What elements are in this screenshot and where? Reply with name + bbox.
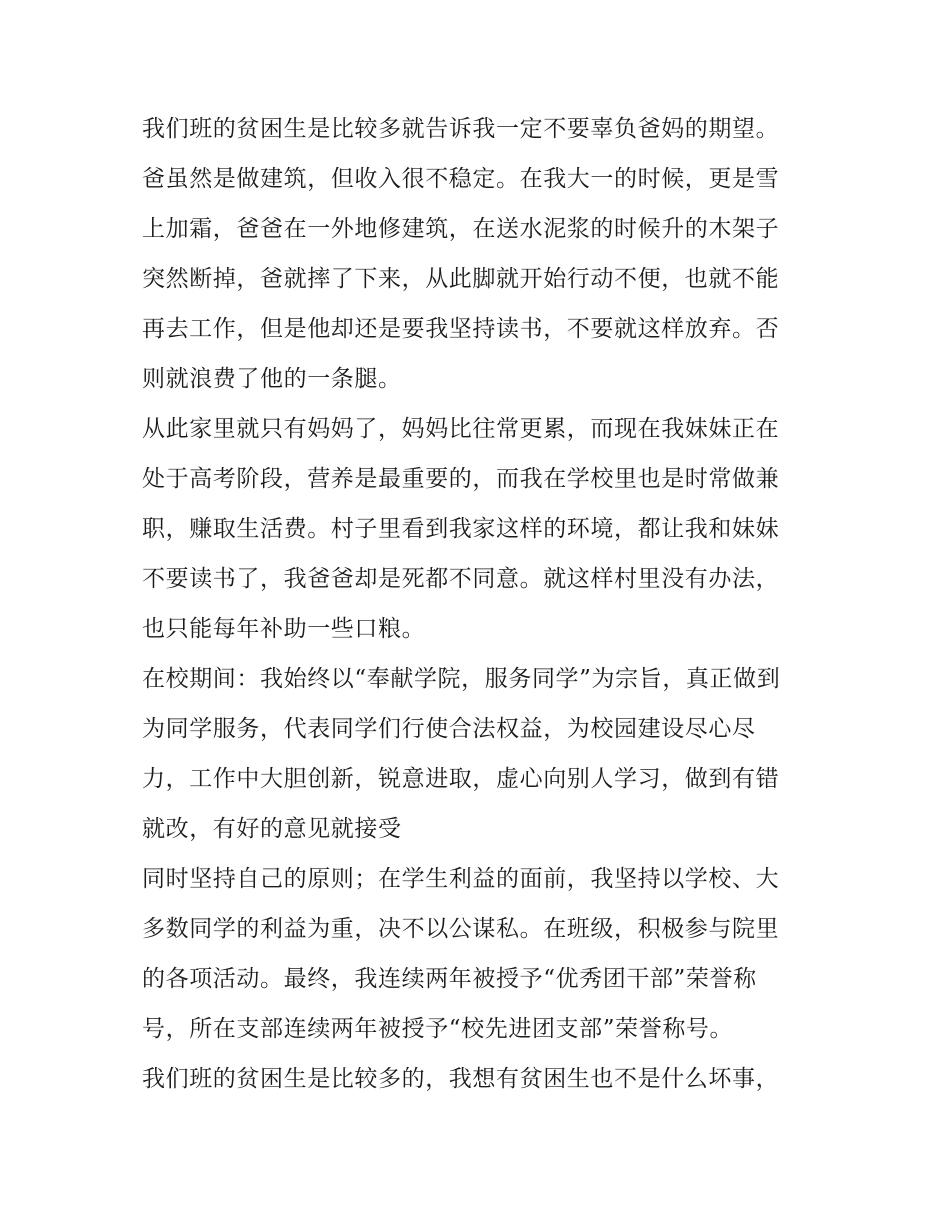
text-line: 突然断掉，爸就摔了下来，从此脚就开始行动不便，也就不能 (142, 266, 780, 292)
text-line: 爸虽然是做建筑，但收入很不稳定。在我大一的时候，更是雪 (142, 166, 780, 192)
text-line: 从此家里就只有妈妈了，妈妈比往常更累，而现在我妹妹正在 (142, 416, 780, 442)
text-line: 处于高考阶段，营养是最重要的，而我在学校里也是时常做兼 (142, 466, 780, 492)
text-line: 号，所在支部连续两年被授予“校先进团支部”荣誉称号。 (142, 1016, 734, 1042)
text-line: 我们班的贫困生是比较多的，我想有贫困生也不是什么坏事， (142, 1066, 780, 1092)
text-line: 再去工作，但是他却还是要我坚持读书，不要就这样放弃。否 (142, 316, 780, 342)
text-line: 不要读书了，我爸爸却是死都不同意。就这样村里没有办法， (142, 566, 780, 592)
text-line: 的各项活动。最终，我连续两年被授予“优秀团干部”荣誉称 (142, 966, 757, 992)
text-line: 多数同学的利益为重，决不以公谋私。在班级，积极参与院里 (142, 916, 780, 942)
text-line: 职，赚取生活费。村子里看到我家这样的环境，都让我和妹妹 (142, 516, 780, 542)
text-line: 上加霜，爸爸在一外地修建筑，在送水泥浆的时候升的木架子 (142, 216, 780, 242)
text-line: 也只能每年补助一些口粮。 (142, 616, 426, 642)
text-line: 在校期间：我始终以“奉献学院，服务同学”为宗旨，真正做到 (142, 666, 781, 692)
text-line: 我们班的贫困生是比较多就告诉我一定不要辜负爸妈的期望。 (142, 116, 780, 142)
text-line: 就改，有好的意见就接受 (142, 816, 402, 842)
text-line: 力，工作中大胆创新，锐意进取，虚心向别人学习，做到有错 (142, 766, 780, 792)
document-body (142, 104, 822, 1104)
text-line: 则就浪费了他的一条腿。 (142, 366, 402, 392)
text-line: 为同学服务，代表同学们行使合法权益，为校园建设尽心尽 (142, 716, 756, 742)
text-line: 同时坚持自己的原则；在学生利益的面前，我坚持以学校、大 (142, 866, 780, 892)
